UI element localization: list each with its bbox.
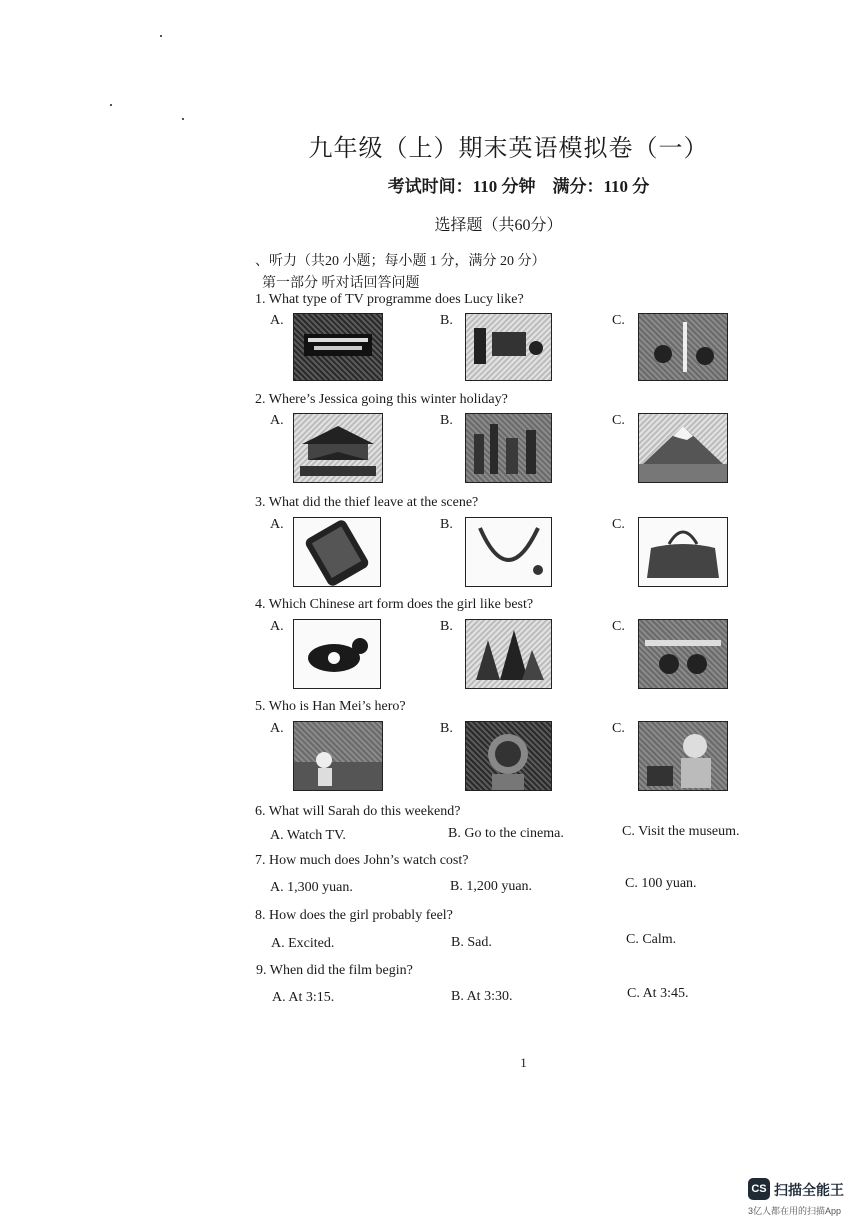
scanner-app-name: 扫描全能王 [774,1182,844,1198]
page-number: 1 [520,1055,527,1070]
listening-heading: 、听力（共20 小题；每小题 1 分，满分 20 分） [255,254,546,269]
scanner-tagline: 3亿人都在用的扫描App [748,1206,842,1216]
tv-show-image [293,313,383,381]
option-label-a: A. [270,313,284,328]
scan-speck [182,118,184,120]
elderly-scientist-image [638,721,728,791]
option-label-b: B. [440,517,453,532]
drama-scene-image [638,313,728,381]
part-one-heading: 第一部分 听对话回答问题 [262,276,420,291]
opera-performance-image [638,619,728,689]
documentary-poster-image [465,313,552,381]
option-label-c: C. [612,517,625,532]
ink-painting-image [465,619,552,689]
option-label-a: A. [270,721,284,736]
option-label-c: C. [612,413,625,428]
option-a: A. 1,300 yuan. [270,880,353,895]
handbag-image [638,517,728,587]
option-a: A. Watch TV. [270,828,346,843]
option-c: C. 100 yuan. [625,876,697,891]
question-3: 3. What did the thief leave at the scene? [255,495,479,510]
option-label-b: B. [440,313,453,328]
option-b: B. 1,200 yuan. [450,879,533,894]
person-in-field-image [293,721,383,791]
option-b: B. Sad. [451,935,492,950]
question-5: 5. Who is Han Mei’s hero? [255,699,406,714]
option-c: C. At 3:45. [627,986,689,1001]
option-c: C. Calm. [626,932,677,947]
option-b: B. At 3:30. [451,989,513,1004]
camscanner-logo-icon: CS [748,1178,770,1200]
option-a: A. At 3:15. [272,990,335,1005]
necklace-image [465,517,552,587]
option-label-b: B. [440,619,453,634]
scan-speck [110,104,112,106]
question-9: 9. When did the film begin? [256,963,413,978]
option-label-a: A. [270,517,284,532]
option-a: A. Excited. [271,936,335,951]
astronaut-image [465,721,552,791]
mountain-image [638,413,728,483]
mobile-phone-image [293,517,381,587]
exam-info: 考试时间：110 分钟 满分：110 分 [387,177,650,196]
option-label-c: C. [612,619,625,634]
option-label-a: A. [270,619,284,634]
scan-speck [160,35,162,37]
city-skyline-image [465,413,552,483]
question-7: 7. How much does John’s watch cost? [255,853,469,868]
option-label-b: B. [440,413,453,428]
question-6: 6. What will Sarah do this weekend? [255,804,461,819]
option-label-a: A. [270,413,284,428]
option-label-c: C. [612,721,625,736]
paper-cutting-image [293,619,381,689]
question-1: 1. What type of TV programme does Lucy like? [255,292,524,307]
option-c: C. Visit the museum. [622,824,740,839]
option-b: B. Go to the cinema. [448,826,564,841]
option-label-b: B. [440,721,453,736]
question-4: 4. Which Chinese art form does the girl like best? [255,597,534,612]
question-8: 8. How does the girl probably feel? [255,908,453,923]
question-2: 2. Where’s Jessica going this winter holiday? [255,392,508,407]
page-title: 九年级（上）期末英语模拟卷（一） [308,136,709,162]
palace-image [293,413,383,483]
option-label-c: C. [612,313,625,328]
section-title: 选择题（共60分） [434,217,563,234]
